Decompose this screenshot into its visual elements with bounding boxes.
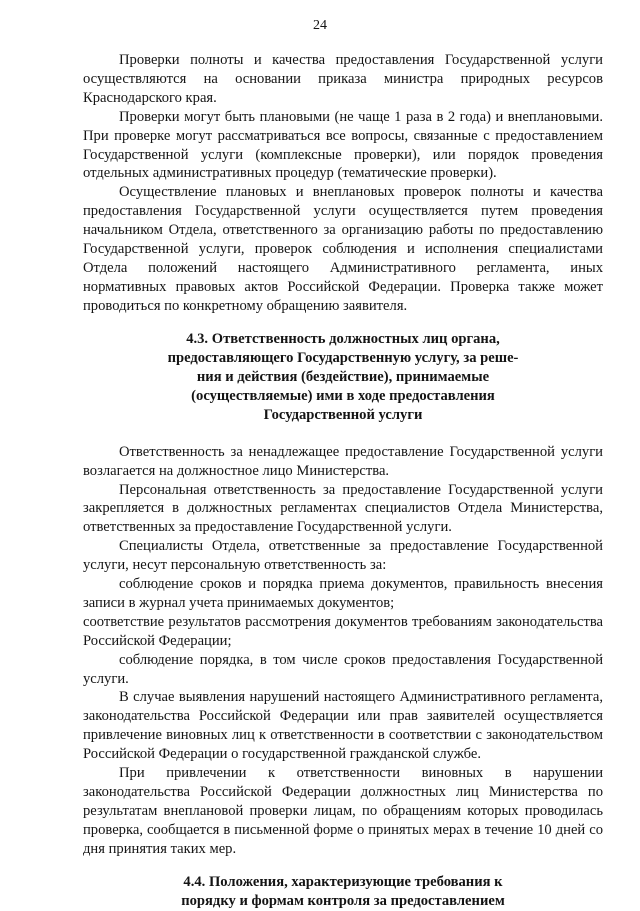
paragraph-specialists-responsibility: Специалисты Отдела, ответственные за предоставление Государственной услуги, несут персональную ответственность за: bbox=[83, 538, 603, 574]
paragraph-notification: При привлечении к ответственности виновных в нарушении законодательства Российской Федерации должностных лиц Министерства по результатам внеплановой проверки лицам, по обращениям которых проводилась проверка, сообщается в письменной форме о принятых мерах в течение 10 дней со дня принятия таких мер. bbox=[83, 765, 603, 857]
paragraph-inspections-basis: Проверки полноты и качества предоставления Государственной услуги осуществляются на основании приказа министра природных ресурсов Краснодарского края. bbox=[83, 52, 603, 106]
paragraph-violations: В случае выявления нарушений настоящего Административного регламента, законодательства Российской Федерации или прав заявителей осуществляется привлечение виновных лиц к ответственности в соответствии с законодательством Российской Федерации о государственной гражданской службе. bbox=[83, 689, 603, 763]
heading-line: порядку и формам контроля за предоставлением bbox=[181, 892, 505, 909]
page-number: 24 bbox=[313, 18, 327, 33]
heading-line: 4.4. Положения, характеризующие требования к bbox=[183, 873, 503, 890]
paragraph-inspection-procedure: Осуществление плановых и внеплановых проверок полноты и качества предоставления Государственной услуги осуществляется путем проведения начальником Отдела, ответственного за организацию работы по предоставлению Государственной услуги, проверок соблюдения и исполнения специалистами Отдела положений настоящего Административного регламента, иных нормативных правовых актов Российской Федерации. Проверка также может проводиться по конкретному обращению заявителя. bbox=[83, 184, 603, 314]
heading-line: Государственной услуги bbox=[263, 406, 423, 423]
paragraph-list-item-deadlines: соблюдение сроков и порядка приема документов, правильность внесения записи в журнал учета принимаемых документов; bbox=[83, 576, 603, 611]
heading-line: (осуществляемые) ими в ходе предоставления bbox=[191, 387, 495, 404]
paragraph-list-item-compliance: соответствие результатов рассмотрения документов требованиям законодательства Российской Федерации; bbox=[83, 613, 603, 649]
heading-line: предоставляющего Государственную услугу, за реше- bbox=[167, 349, 519, 366]
heading-line: ния и действия (бездействие), принимаемые bbox=[196, 368, 490, 385]
document-body bbox=[83, 51, 603, 911]
heading-line: 4.3. Ответственность должностных лиц органа, bbox=[186, 330, 500, 347]
paragraph-responsibility: Ответственность за ненадлежащее предоставление Государственной услуги возлагается на должностное лицо Министерства. bbox=[83, 443, 603, 479]
paragraph-personal-responsibility: Персональная ответственность за предоставление Государственной услуги закрепляется в должностных регламентах специалистов Отдела Министерства, ответственных за предоставление Государственной услуги. bbox=[83, 481, 603, 536]
section-4-3-heading bbox=[83, 330, 603, 425]
paragraph-list-item-order: соблюдение порядка, в том числе сроков предоставления Государственной услуги. bbox=[83, 651, 603, 687]
paragraph-inspection-types: Проверки могут быть плановыми (не чаще 1 раза в 2 года) и внеплановыми. При проверке могут рассматриваться все вопросы, связанные с предоставлением Государственной услуги (комплексные проверки), или порядок проведения отдельных административных процедур (тематические проверки). bbox=[83, 108, 603, 182]
